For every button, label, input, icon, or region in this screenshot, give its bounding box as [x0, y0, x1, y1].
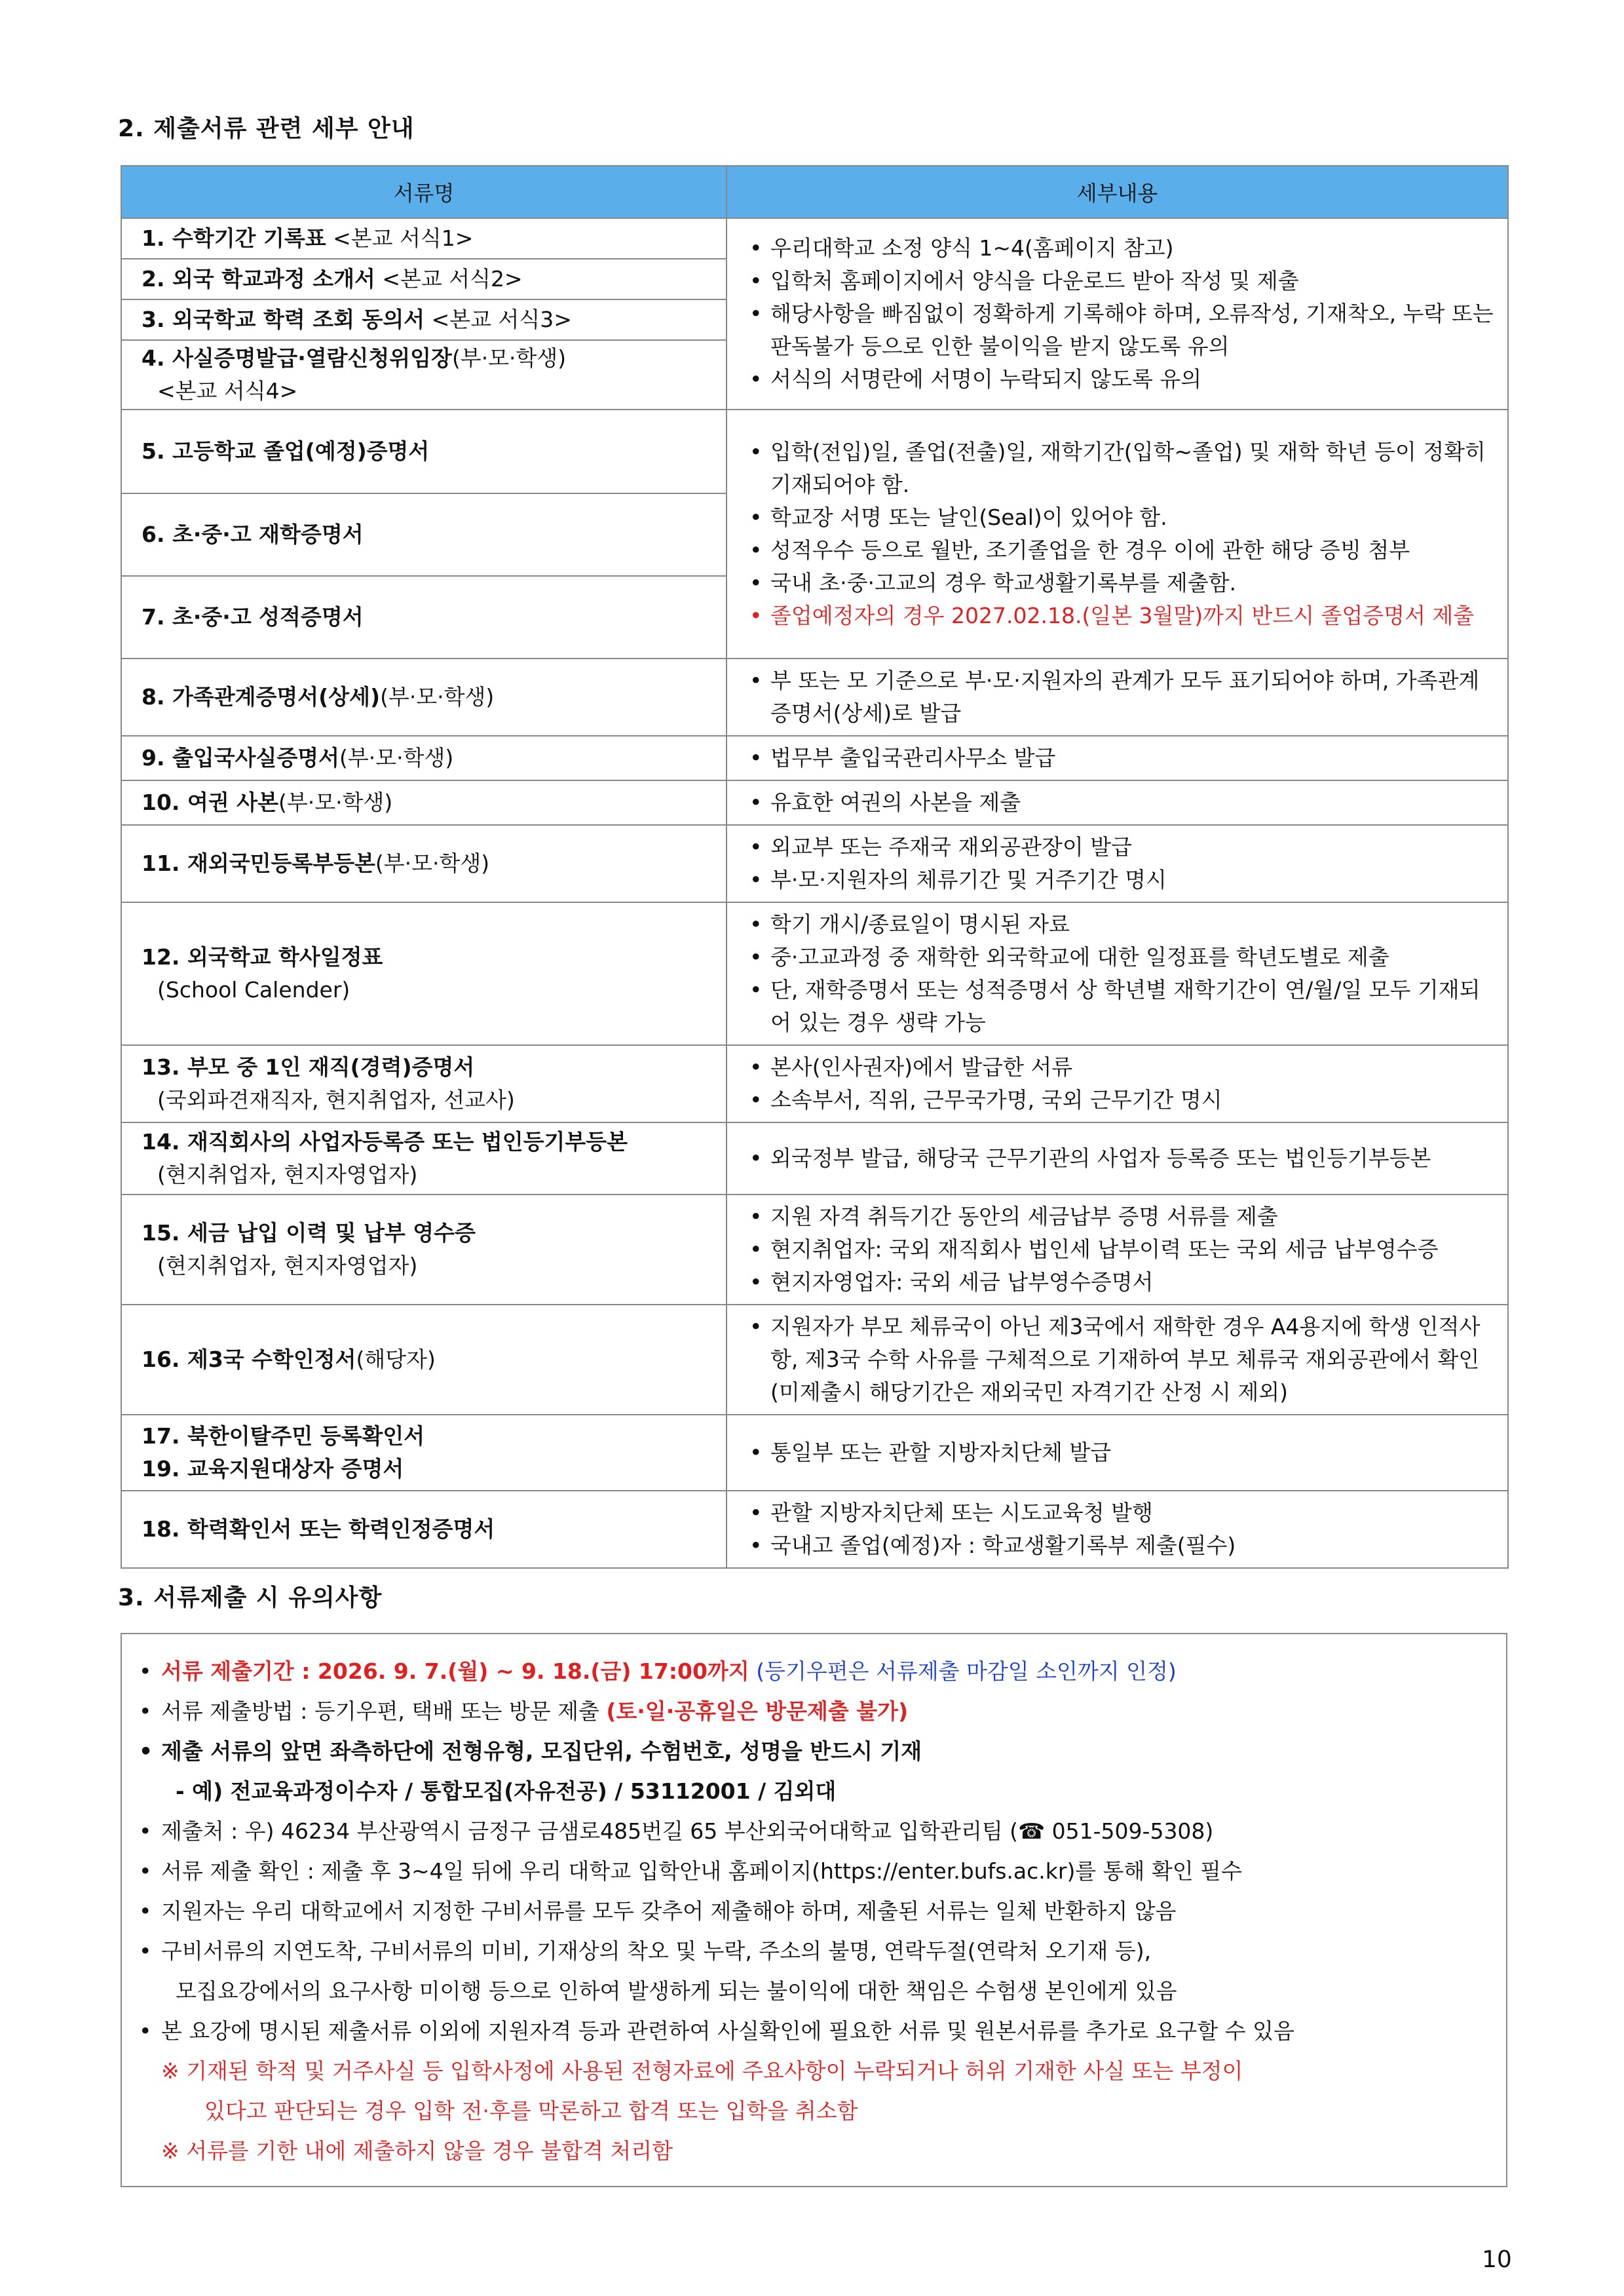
notice-responsibility-1: • 구비서류의 지연도착, 구비서류의 미비, 기재상의 착오 및 누락, 주소의 불명, 연락두절(연락처 오기재 등),	[135, 1931, 1493, 1971]
list-item: • 외국정부 발급, 해당국 근무기관의 사업자 등록증 또는 법인등기부등본	[746, 1142, 1498, 1175]
list-item: • 입학(전입)일, 졸업(전출)일, 재학기간(입학~졸업) 및 재학 학년 등이 정확히 기재되어야 함.	[746, 436, 1498, 501]
list-item: • 우리대학교 소정 양식 1~4(홈페이지 참고)	[746, 232, 1498, 265]
details-13	[727, 1045, 1508, 1122]
table-row	[121, 659, 1508, 736]
doc-name-1: 1. 수학기간 기록표 <본교 서식1>	[121, 218, 727, 259]
doc-name-6: 6. 초·중·고 재학증명서	[121, 493, 727, 576]
list-item: • 지원 자격 취득기간 동안의 세금납부 증명 서류를 제출	[746, 1200, 1498, 1233]
doc-name-9: 9. 출입국사실증명서(부·모·학생)	[121, 736, 727, 780]
details-17-19	[727, 1415, 1508, 1491]
list-item: • 관할 지방자치단체 또는 시도교육청 발행	[746, 1497, 1498, 1529]
list-item: • 국내 초·중·고교의 경우 학교생활기록부를 제출함.	[746, 567, 1498, 600]
list-item: • 본사(인사권자)에서 발급한 서류	[746, 1051, 1498, 1084]
details-group-1	[727, 218, 1508, 410]
doc-name-7: 7. 초·중·고 성적증명서	[121, 576, 727, 659]
notice-fail-warning: ※ 서류를 기한 내에 제출하지 않을 경우 불합격 처리함	[161, 2138, 673, 2164]
table-row	[121, 410, 1508, 493]
details-16	[727, 1305, 1508, 1415]
table-header-row	[121, 166, 1508, 218]
details-18	[727, 1491, 1508, 1568]
notice-submission-check: • 서류 제출 확인 : 제출 후 3~4일 뒤에 우리 대학교 입학안내 홈페이지(https://enter.bufs.ac.kr)를 통해 확인 필수	[135, 1851, 1493, 1891]
details-10	[727, 780, 1508, 825]
notice-cancel-warning-1: ※ 기재된 학적 및 거주사실 등 입학사정에 사용된 전형자료에 주요사항이 누락되거나 허위 기재한 사실 또는 부정이	[161, 2058, 1243, 2084]
details-14	[727, 1122, 1508, 1195]
list-item: • 현지자영업자: 국외 세금 납부영수증명서	[746, 1266, 1498, 1299]
doc-name-12: 12. 외국학교 학사일정표 (School Calender)	[121, 902, 727, 1045]
table-row	[121, 1491, 1508, 1568]
doc-name-11: 11. 재외국민등록부등본(부·모·학생)	[121, 825, 727, 902]
doc-name-3: 3. 외국학교 학력 조회 동의서 <본교 서식3>	[121, 299, 727, 340]
notice-required-marking: • 제출 서류의 앞면 좌측하단에 전형유형, 모집단위, 수험번호, 성명을 반드시 기재	[135, 1731, 1493, 1771]
list-item: • 지원자가 부모 체류국이 아닌 제3국에서 재학한 경우 A4용지에 학생 인적사항, 제3국 수학 사유를 구체적으로 기재하여 부모 체류국 재외공관에서 확인(미제출시 해당기간은 재외국민 자격기간 산정 시 제외)	[746, 1311, 1498, 1409]
table-row	[121, 780, 1508, 825]
table-row	[121, 902, 1508, 1045]
header-details: 세부내용	[727, 166, 1508, 218]
list-item: • 입학처 홈페이지에서 양식을 다운로드 받아 작성 및 제출	[746, 265, 1498, 297]
page-number: 10	[1482, 2246, 1512, 2273]
list-item: • 학교장 서명 또는 날인(Seal)이 있어야 함.	[746, 501, 1498, 534]
notice-box	[121, 1633, 1507, 2187]
list-item: • 서식의 서명란에 서명이 누락되지 않도록 유의	[746, 363, 1498, 396]
table-row	[121, 1045, 1508, 1122]
list-item: • 국내고 졸업(예정)자 : 학교생활기록부 제출(필수)	[746, 1529, 1498, 1562]
table-row	[121, 825, 1508, 902]
notice-submission-period: • 서류 제출기간 : 2026. 9. 7.(월) ~ 9. 18.(금) 17:00까지 (등기우편은 서류제출 마감일 소인까지 인정)	[135, 1651, 1493, 1691]
list-item: • 유효한 여권의 사본을 제출	[746, 786, 1498, 819]
details-11	[727, 825, 1508, 902]
table-row	[121, 1195, 1508, 1305]
doc-name-10: 10. 여권 사본(부·모·학생)	[121, 780, 727, 825]
doc-name-15: 15. 세금 납입 이력 및 납부 영수증 (현지취업자, 현지자영업자)	[121, 1195, 727, 1305]
details-15	[727, 1195, 1508, 1305]
table-row	[121, 1305, 1508, 1415]
notice-responsibility-2: 모집요강에서의 요구사항 미이행 등으로 인하여 발생하게 되는 불이익에 대한 책임은 수험생 본인에게 있음	[176, 1978, 1177, 2004]
list-item: • 통일부 또는 관할 지방자치단체 발급	[746, 1436, 1498, 1469]
details-group-2	[727, 410, 1508, 659]
details-8	[727, 659, 1508, 736]
details-9	[727, 736, 1508, 780]
notice-marking-example: - 예) 전교육과정이수자 / 통합모집(자유전공) / 53112001 / 김외대	[176, 1778, 837, 1804]
doc-name-18: 18. 학력확인서 또는 학력인정증명서	[121, 1491, 727, 1568]
list-item: • 소속부서, 직위, 근무국가명, 국외 근무기간 명시	[746, 1084, 1498, 1117]
table-row	[121, 1122, 1508, 1195]
notice-additional-docs: • 본 요강에 명시된 제출서류 이외에 지원자격 등과 관련하여 사실확인에 필요한 서류 및 원본서류를 추가로 요구할 수 있음	[135, 2011, 1493, 2051]
doc-name-2: 2. 외국 학교과정 소개서 <본교 서식2>	[121, 259, 727, 299]
list-item: • 중·고교과정 중 재학한 외국학교에 대한 일정표를 학년도별로 제출	[746, 941, 1498, 974]
notice-cancel-warning-2: 있다고 판단되는 경우 입학 전·후를 막론하고 합격 또는 입학을 취소함	[204, 2098, 858, 2124]
doc-name-14: 14. 재직회사의 사업자등록증 또는 법인등기부등본 (현지취업자, 현지자영업자)	[121, 1122, 727, 1195]
header-document-name: 서류명	[121, 166, 727, 218]
doc-name-8: 8. 가족관계증명서(상세)(부·모·학생)	[121, 659, 727, 736]
list-item: • 성적우수 등으로 월반, 조기졸업을 한 경우 이에 관한 해당 증빙 첨부	[746, 534, 1498, 567]
doc-name-5: 5. 고등학교 졸업(예정)증명서	[121, 410, 727, 493]
list-item: • 학기 개시/종료일이 명시된 자료	[746, 908, 1498, 941]
doc-name-13: 13. 부모 중 1인 재직(경력)증명서 (국외파견재직자, 현지취업자, 선교사)	[121, 1045, 727, 1122]
list-item-graduation-deadline: • 졸업예정자의 경우 2027.02.18.(일본 3월말)까지 반드시 졸업증명서 제출	[746, 600, 1498, 632]
notice-submission-method: • 서류 제출방법 : 등기우편, 택배 또는 방문 제출 (토·일·공휴일은 방문제출 불가)	[135, 1691, 1493, 1731]
list-item: • 부·모·지원자의 체류기간 및 거주기간 명시	[746, 864, 1498, 896]
doc-name-17-19: 17. 북한이탈주민 등록확인서 19. 교육지원대상자 증명서	[121, 1415, 727, 1491]
notice-no-return: • 지원자는 우리 대학교에서 지정한 구비서류를 모두 갖추어 제출해야 하며, 제출된 서류는 일체 반환하지 않음	[135, 1891, 1493, 1931]
list-item: • 법무부 출입국관리사무소 발급	[746, 742, 1498, 775]
notice-submission-address: • 제출처 : 우) 46234 부산광역시 금정구 금샘로485번길 65 부산외국어대학교 입학관리팀 (☎ 051-509-5308)	[135, 1811, 1493, 1851]
section-2-title: 2. 제출서류 관련 세부 안내	[118, 115, 415, 142]
table-row	[121, 736, 1508, 780]
list-item: • 해당사항을 빠짐없이 정확하게 기록해야 하며, 오류작성, 기재착오, 누락 또는 판독불가 등으로 인한 불이익을 받지 않도록 유의	[746, 297, 1498, 363]
doc-name-4: 4. 사실증명발급·열람신청위임장(부·모·학생) <본교 서식4>	[121, 340, 727, 410]
list-item: • 외교부 또는 주재국 재외공관장이 발급	[746, 831, 1498, 864]
section-3-title: 3. 서류제출 시 유의사항	[118, 1584, 383, 1611]
details-12	[727, 902, 1508, 1045]
list-item: • 단, 재학증명서 또는 성적증명서 상 학년별 재학기간이 연/월/일 모두 기재되어 있는 경우 생략 가능	[746, 974, 1498, 1039]
list-item: • 현지취업자: 국외 재직회사 법인세 납부이력 또는 국외 세금 납부영수증	[746, 1233, 1498, 1266]
table-row	[121, 218, 1508, 259]
documents-table	[121, 165, 1509, 1569]
table-row	[121, 1415, 1508, 1491]
list-item: • 부 또는 모 기준으로 부·모·지원자의 관계가 모두 표기되어야 하며, 가족관계증명서(상세)로 발급	[746, 664, 1498, 730]
doc-name-16: 16. 제3국 수학인정서(해당자)	[121, 1305, 727, 1415]
